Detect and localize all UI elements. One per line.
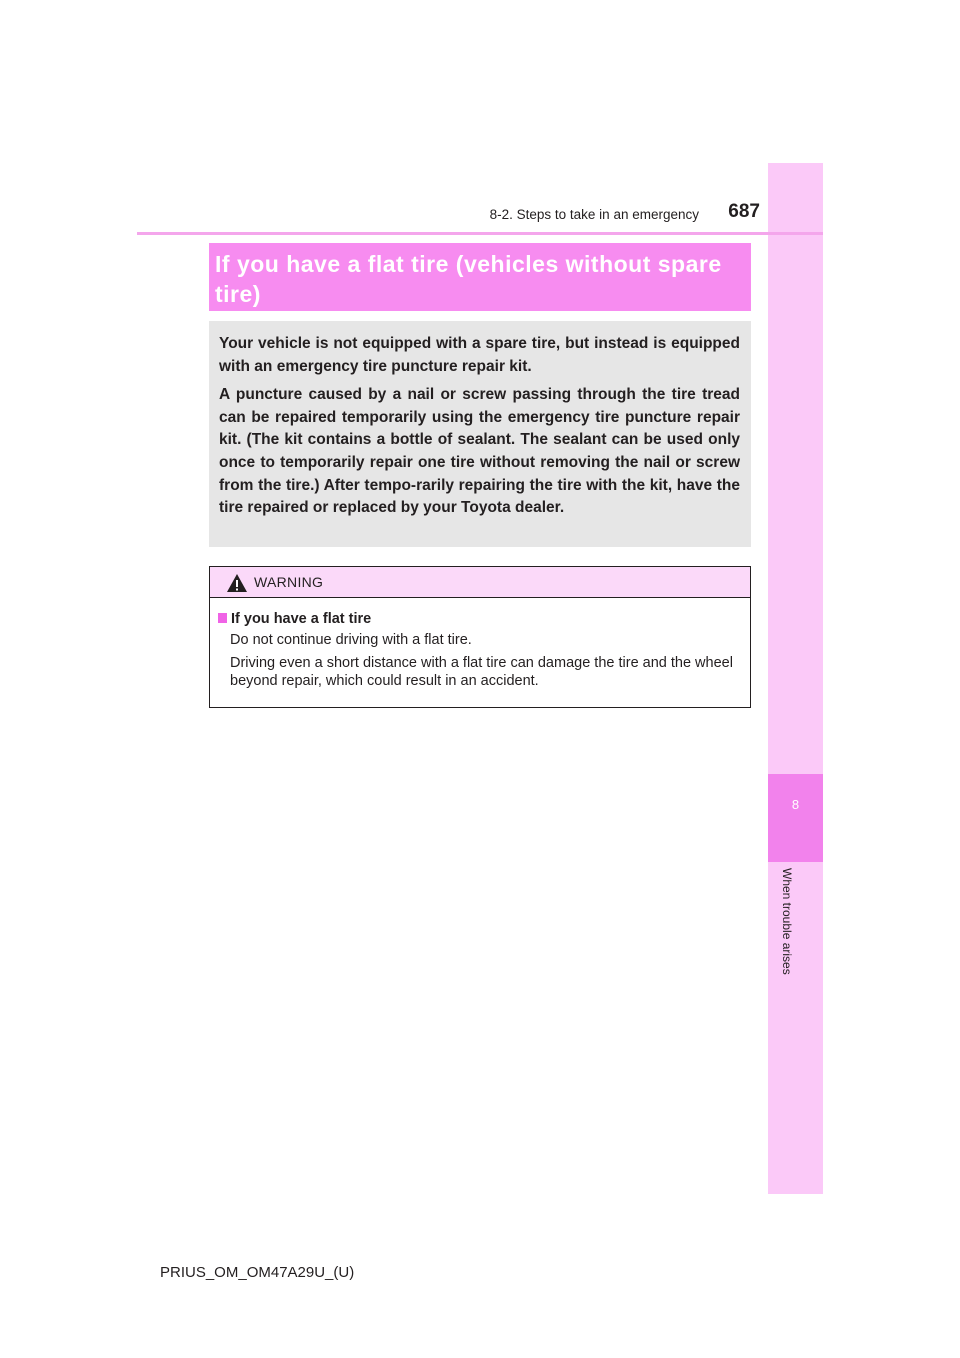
warning-line: Do not continue driving with a flat tire. xyxy=(230,632,472,648)
section-title: If you have a flat tire (vehicles without spare tire) xyxy=(215,251,722,307)
warning-heading xyxy=(218,611,371,627)
chapter-number: 8 xyxy=(791,797,800,812)
intro-paragraph: A puncture caused by a nail or screw passing through the tire tread can be repaired temporarily using the emergency tire puncture repair kit. (The kit contains a bottle of sealant. The sealant can be used only once to temporarily repair one tire without removing the nail or screw from the tire.) After tempo-rarily repairing the tire with the kit, have the tire repaired or replaced by your Toyota dealer. xyxy=(219,386,740,517)
warning-box xyxy=(209,566,751,708)
side-tab xyxy=(768,163,823,1194)
chapter-title: When trouble arises xyxy=(780,868,794,975)
warning-triangle-icon xyxy=(226,573,248,593)
footer-code: PRIUS_OM_OM47A29U_(U) xyxy=(160,1264,355,1281)
intro-text xyxy=(219,333,740,526)
warning-label: WARNING xyxy=(254,574,324,590)
warning-line: Driving even a short distance with a flat tire can damage the tire and the wheel beyond repair, which could result in an accident. xyxy=(230,655,733,689)
bullet-square-icon xyxy=(218,613,227,623)
intro-paragraph: Your vehicle is not equipped with a spare tire, but instead is equipped with an emergency tire puncture repair kit. xyxy=(219,335,740,375)
page-number: 687 xyxy=(728,201,760,222)
header-rule xyxy=(137,232,823,235)
warning-heading-text: If you have a flat tire xyxy=(231,611,372,627)
chapter-tab-box xyxy=(768,774,823,862)
header-section-title: 8-2. Steps to take in an emergency xyxy=(489,207,699,222)
warning-header xyxy=(210,567,750,598)
